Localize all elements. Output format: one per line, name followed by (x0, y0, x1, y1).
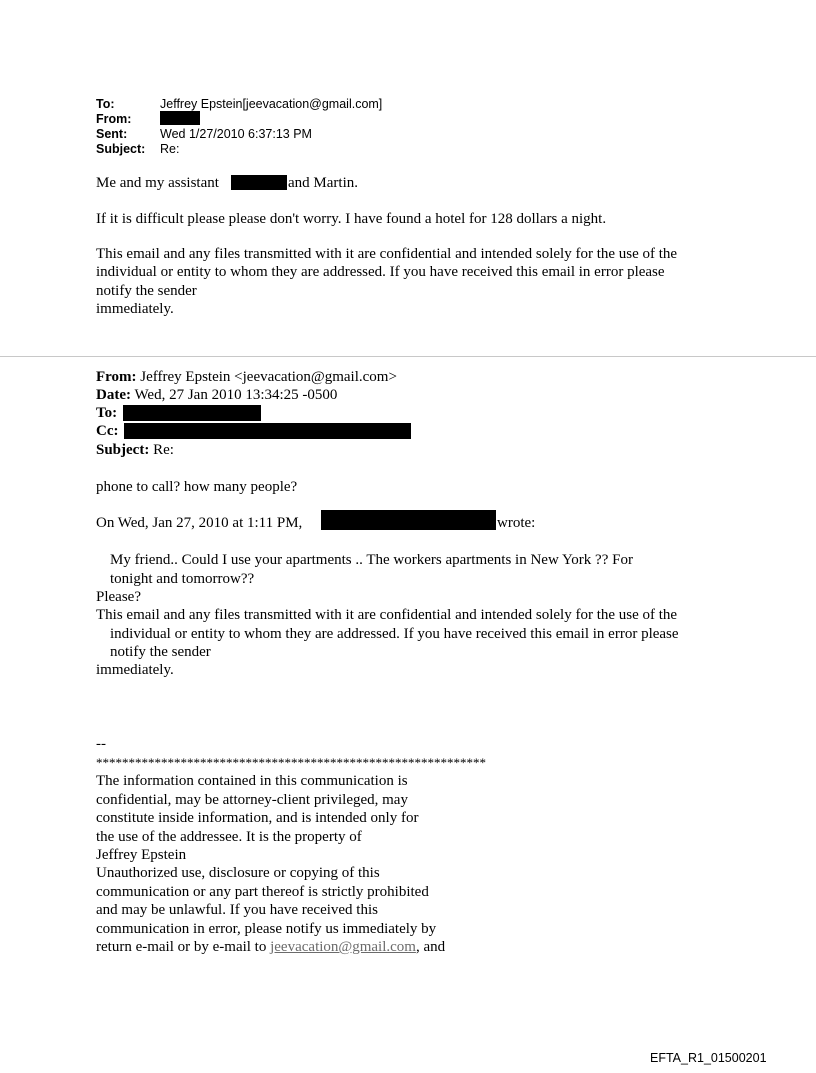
signature-line: communication or any part thereof is strictly prohibited (96, 884, 429, 900)
quote-wrote: wrote: (497, 515, 536, 531)
disclaimer-line: This email and any files transmitted with it are confidential and intended solely for the use of the (96, 246, 678, 262)
signature-line: Unauthorized use, disclosure or copying of this (96, 865, 380, 881)
divider (0, 356, 816, 357)
to-value: Jeffrey Epstein[jeevacation@gmail.com] (160, 97, 383, 111)
signature-line: constitute inside information, and is intended only for (96, 810, 419, 826)
signature-line: and may be unlawful. If you have received this (96, 902, 378, 918)
from-label: From: (96, 369, 137, 385)
quote-intro: On Wed, Jan 27, 2010 at 1:11 PM, (96, 515, 303, 531)
signature-text: return e-mail or by e-mail to (96, 939, 271, 955)
redaction-box (160, 111, 200, 125)
subject-label: Subject: (96, 142, 146, 156)
signature-line-last (96, 938, 445, 957)
signature-line: the use of the addressee. It is the property of (96, 829, 362, 845)
redaction-box (321, 510, 496, 530)
redaction-box (231, 175, 287, 190)
subject-label: Subject: (96, 442, 150, 458)
cc-label: Cc: (96, 423, 119, 439)
quoted-line: Please? (96, 589, 141, 605)
from-label: From: (96, 112, 132, 126)
redaction-box (124, 423, 411, 439)
document-id: EFTA_R1_01500201 (650, 1051, 767, 1065)
signature-line: Jeffrey Epstein (96, 847, 187, 863)
quoted-line: My friend.. Could I use your apartments .. The workers apartments in New York ?? For (110, 552, 633, 568)
email-link[interactable]: jeevacation@gmail.com (270, 939, 416, 955)
disclaimer-line: individual or entity to whom they are addressed. If you have received this email in error please (96, 264, 665, 280)
quoted-line: tonight and tomorrow?? (110, 571, 255, 587)
body-line: If it is difficult please please don't worry. I have found a hotel for 128 dollars a night. (96, 211, 607, 227)
sent-label: Sent: (96, 127, 128, 141)
sent-value: Wed 1/27/2010 6:37:13 PM (160, 127, 312, 141)
disclaimer-line: This email and any files transmitted with it are confidential and intended solely for the use of the (96, 607, 678, 623)
signature-dashes: -- (96, 736, 106, 752)
redaction-box (123, 405, 261, 421)
to-label: To: (96, 405, 118, 421)
to-label: To: (96, 97, 115, 111)
signature-text: , and (415, 939, 446, 955)
disclaimer-line: notify the sender (96, 283, 197, 299)
subject-value: Re: (160, 142, 180, 156)
signature-line: The information contained in this communication is (96, 773, 408, 789)
subject-value: Re: (153, 442, 174, 458)
disclaimer-line: notify the sender (110, 644, 211, 660)
from-value: Jeffrey Epstein <jeevacation@gmail.com> (140, 369, 397, 385)
disclaimer-line: individual or entity to whom they are addressed. If you have received this email in error please (110, 626, 679, 642)
disclaimer-line: immediately. (96, 301, 174, 317)
disclaimer-line: immediately. (96, 662, 174, 678)
body-line: Me and my assistant (96, 175, 219, 191)
signature-line: confidential, may be attorney-client privileged, may (96, 792, 408, 808)
body-line: and Martin. (288, 175, 358, 191)
date-label: Date: (96, 387, 131, 403)
signature-stars: ************************************************************ (96, 755, 486, 770)
body-line: phone to call? how many people? (96, 479, 298, 495)
signature-line: communication in error, please notify us immediately by (96, 921, 437, 937)
date-value: Wed, 27 Jan 2010 13:34:25 -0500 (134, 387, 338, 403)
